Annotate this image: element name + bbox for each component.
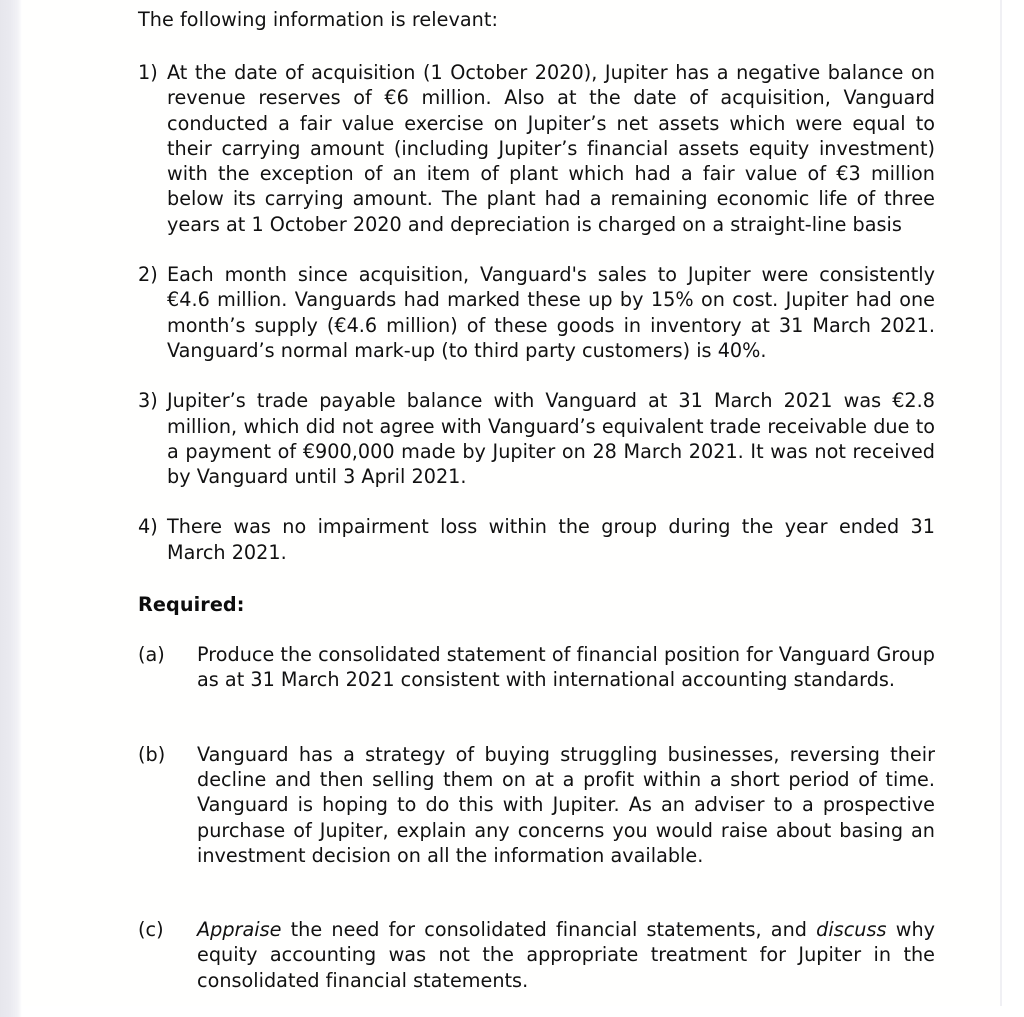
list-item-text: [197, 917, 935, 993]
document-body: [138, 0, 935, 993]
list-item-text: There was no impairment loss within the group during the year ended 31 March 2021.: [167, 515, 935, 564]
list-item-text: At the date of acquisition (1 October 2020), Jupiter has a negative balance on revenue reserves of €6 million. Also at the date of acquisition, Vanguard conducted a fair value exercise on Jupiter’s net assets which were equal to their carrying amount (including Jupiter’s financial assets equity investment) with the exception of an item of plant which had a fair value of €3 million below its carrying amount. The plant had a remaining economic life of three years at 1 October 2020 and depreciation is charged on a straight-line basis: [167, 61, 935, 236]
list-item-marker: 2): [138, 263, 158, 287]
emphasised-term: Appraise: [197, 918, 282, 942]
list-item-marker: (a): [138, 643, 165, 667]
list-item-marker: 1): [138, 61, 158, 84]
list-item-marker: (b): [138, 742, 166, 766]
emphasised-term: discuss: [816, 918, 887, 942]
list-item: [138, 642, 935, 693]
list-item-text-segment: why equity accounting was not the appropriate treatment for Jupiter in the consolidated financial statements.: [197, 918, 935, 992]
list-item-text: Produce the consolidated statement of financial position for Vanguard Group as at 31 March 2021 consistent with international accounting standards.: [197, 643, 935, 692]
list-item: [138, 742, 935, 868]
list-item: [138, 388, 935, 489]
list-item-marker: 3): [138, 389, 158, 413]
list-item-text: Each month since acquisition, Vanguard's sales to Jupiter were consistently €4.6 million. Vanguards had marked these up by 15% on cost. Jupiter had one month’s supply (€4.6 million) of these goods in inventory at 31 March 2021. Vanguard’s normal mark-up (to third party customers) is 40%.: [167, 263, 935, 362]
document-page: [22, 0, 1000, 1006]
list-item-marker: 4): [138, 515, 158, 539]
list-item-text-segment: the need for consolidated financial statements, and: [281, 918, 817, 942]
numbered-list: [138, 60, 935, 565]
list-item: [138, 514, 935, 565]
list-item: [138, 60, 935, 237]
list-item-text: Vanguard has a strategy of buying struggling businesses, reversing their decline and then selling them on at a profit within a short period of time. Vanguard is hoping to do this with Jupiter. As an adviser to a prospective purchase of Jupiter, explain any concerns you would raise about basing an investment decision on all the information available.: [197, 742, 935, 867]
required-heading: Required:: [138, 593, 245, 617]
lettered-list: [138, 642, 935, 993]
list-item: [138, 917, 935, 993]
list-item: [138, 262, 935, 363]
intro-paragraph: The following information is relevant:: [138, 8, 498, 31]
list-item-text: Jupiter’s trade payable balance with Vanguard at 31 March 2021 was €2.8 million, which did not agree with Vanguard’s equivalent trade receivable due to a payment of €900,000 made by Jupiter on 28 March 2021. It was not received by Vanguard until 3 April 2021.: [167, 389, 935, 489]
list-item-marker: (c): [138, 918, 164, 942]
